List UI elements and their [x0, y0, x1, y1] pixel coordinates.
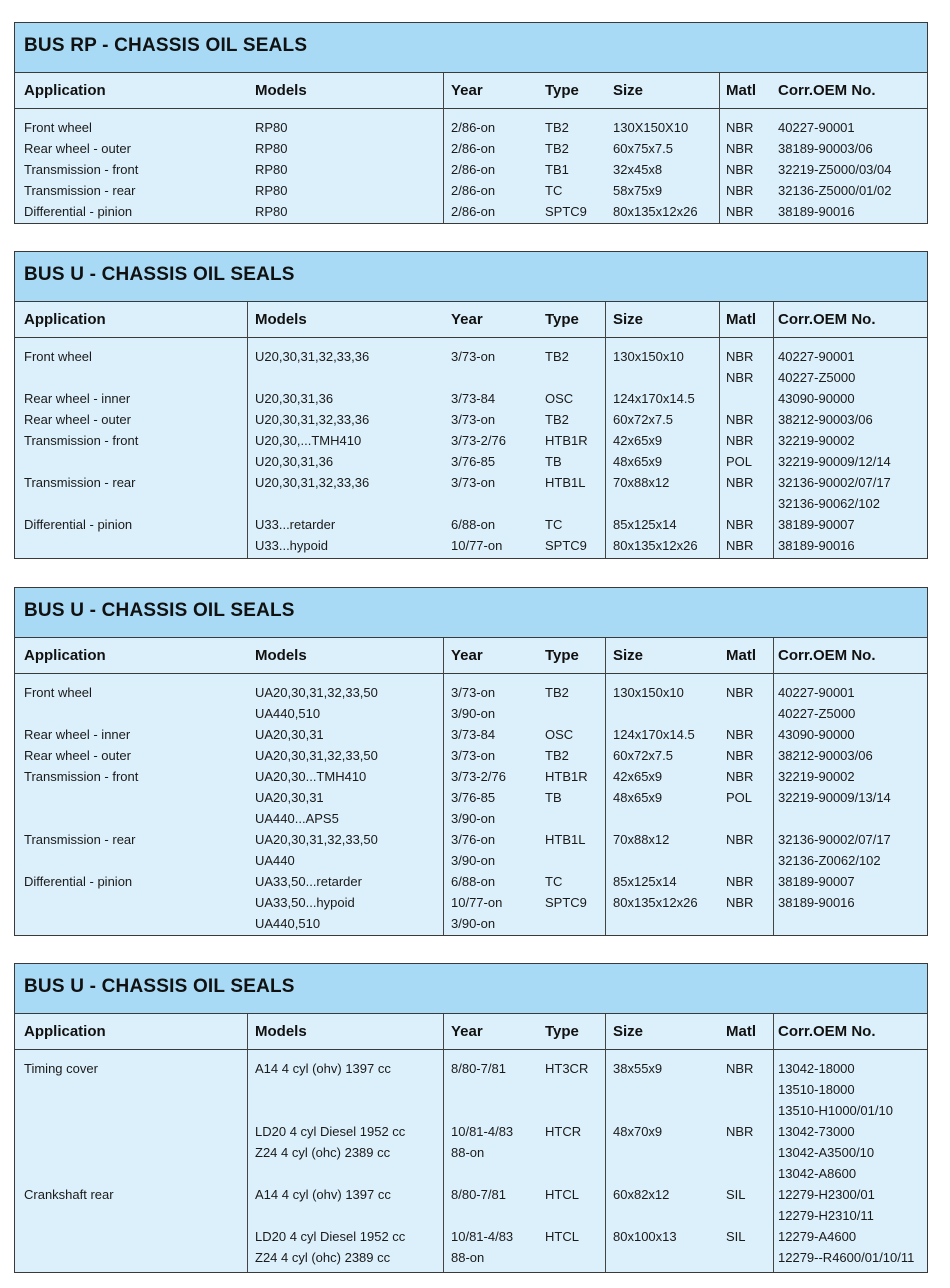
models-cell: LD20 4 cyl Diesel 1952 cc	[255, 1229, 406, 1244]
year-cell: 3/90-on	[451, 706, 496, 721]
matl-cell: NBR	[726, 141, 754, 156]
application-cell: Rear wheel - outer	[24, 412, 131, 427]
table-row	[15, 493, 927, 514]
section-title: BUS U - CHASSIS OIL SEALS	[15, 588, 927, 638]
models-cell: U20,30,...TMH410	[255, 433, 362, 448]
models-cell: A14 4 cyl (ohv) 1397 cc	[255, 1061, 391, 1076]
models-cell: RP80	[255, 120, 288, 135]
models-cell: A14 4 cyl (ohv) 1397 cc	[255, 1187, 391, 1202]
table-row	[15, 117, 927, 138]
oem-cell: 12279-A4600	[778, 1229, 857, 1244]
application-cell: Transmission - rear	[24, 832, 136, 847]
table-row	[15, 724, 927, 745]
column-header-application: Application	[24, 82, 106, 99]
size-cell: 85x125x14	[613, 874, 677, 889]
type-cell: TC	[545, 874, 563, 889]
year-cell: 3/73-on	[451, 475, 496, 490]
table-row	[15, 892, 927, 913]
models-cell: UA33,50...hypoid	[255, 895, 355, 910]
year-cell: 3/73-on	[451, 748, 496, 763]
oem-cell: 32219-90002	[778, 433, 855, 448]
table-row	[15, 346, 927, 367]
table-row	[15, 766, 927, 787]
column-header-size: Size	[613, 647, 644, 664]
table-row	[15, 138, 927, 159]
oem-cell: 13510-18000	[778, 1082, 855, 1097]
table-row	[15, 159, 927, 180]
oem-cell: 12279--R4600/01/10/11	[778, 1250, 915, 1265]
oem-cell: 38189-90016	[778, 895, 855, 910]
year-cell: 3/73-on	[451, 412, 496, 427]
table-row	[15, 1058, 927, 1079]
type-cell: TB	[545, 790, 562, 805]
oem-cell: 43090-90000	[778, 391, 855, 406]
column-header-models: Models	[255, 311, 307, 328]
type-cell: TB1	[545, 162, 569, 177]
models-cell: UA20,30,31,32,33,50	[255, 685, 378, 700]
size-cell: 48x65x9	[613, 790, 663, 805]
column-divider	[443, 73, 444, 223]
application-cell: Transmission - front	[24, 769, 139, 784]
column-header-application: Application	[24, 1023, 106, 1040]
year-cell: 2/86-on	[451, 204, 496, 219]
column-divider	[605, 302, 606, 558]
models-cell: U33...retarder	[255, 517, 336, 532]
section-title: BUS U - CHASSIS OIL SEALS	[15, 252, 927, 302]
type-cell: HTB1R	[545, 433, 588, 448]
table-row	[15, 1100, 927, 1121]
size-cell: 80x135x12x26	[613, 538, 698, 553]
year-cell: 3/76-85	[451, 454, 496, 469]
type-cell: TB	[545, 454, 562, 469]
table-body	[15, 674, 927, 934]
application-cell: Differential - pinion	[24, 517, 133, 532]
oem-cell: 32136-Z0062/102	[778, 853, 881, 868]
type-cell: HT3CR	[545, 1061, 589, 1076]
models-cell: UA20,30,31,32,33,50	[255, 832, 378, 847]
matl-cell: NBR	[726, 769, 754, 784]
seal-table-bus-rp	[14, 22, 928, 224]
oem-cell: 38189-90003/06	[778, 141, 873, 156]
year-cell: 3/76-85	[451, 790, 496, 805]
year-cell: 6/88-on	[451, 517, 496, 532]
size-cell: 48x65x9	[613, 454, 663, 469]
size-cell: 32x45x8	[613, 162, 663, 177]
oem-cell: 38189-90016	[778, 538, 855, 553]
table-row	[15, 808, 927, 829]
column-divider	[773, 638, 774, 935]
table-row	[15, 682, 927, 703]
column-divider	[605, 638, 606, 935]
matl-cell: SIL	[726, 1187, 746, 1202]
table-row	[15, 180, 927, 201]
oem-cell: 40227-Z5000	[778, 370, 856, 385]
oem-cell: 13042-A8600	[778, 1166, 857, 1181]
year-cell: 3/76-on	[451, 832, 496, 847]
year-cell: 3/90-on	[451, 853, 496, 868]
size-cell: 124x170x14.5	[613, 391, 695, 406]
table-row	[15, 451, 927, 472]
oem-cell: 40227-90001	[778, 685, 855, 700]
models-cell: RP80	[255, 162, 288, 177]
table-row	[15, 201, 927, 222]
size-cell: 124x170x14.5	[613, 727, 695, 742]
matl-cell: NBR	[726, 685, 754, 700]
models-cell: U20,30,31,36	[255, 391, 334, 406]
matl-cell: NBR	[726, 204, 754, 219]
type-cell: OSC	[545, 727, 574, 742]
oem-cell: 40227-90001	[778, 120, 855, 135]
matl-cell: NBR	[726, 832, 754, 847]
application-cell: Front wheel	[24, 120, 92, 135]
year-cell: 8/80-7/81	[451, 1187, 506, 1202]
table-row	[15, 388, 927, 409]
matl-cell: NBR	[726, 183, 754, 198]
year-cell: 3/73-84	[451, 727, 496, 742]
table-body	[15, 1050, 927, 1268]
type-cell: SPTC9	[545, 895, 587, 910]
application-cell: Transmission - front	[24, 433, 139, 448]
application-cell: Transmission - rear	[24, 183, 136, 198]
size-cell: 70x88x12	[613, 475, 670, 490]
models-cell: U33...hypoid	[255, 538, 328, 553]
column-header-size: Size	[613, 311, 644, 328]
column-header-type: Type	[545, 647, 579, 664]
size-cell: 48x70x9	[613, 1124, 663, 1139]
application-cell: Rear wheel - outer	[24, 141, 131, 156]
oem-cell: 38189-90007	[778, 517, 855, 532]
year-cell: 8/80-7/81	[451, 1061, 506, 1076]
column-header-application: Application	[24, 647, 106, 664]
year-cell: 88-on	[451, 1145, 485, 1160]
column-header-matl: Matl	[726, 311, 756, 328]
application-cell: Timing cover	[24, 1061, 98, 1076]
models-cell: RP80	[255, 204, 288, 219]
application-cell: Transmission - front	[24, 162, 139, 177]
column-divider	[247, 302, 248, 558]
table-row	[15, 1163, 927, 1184]
models-cell: UA20,30,31,32,33,50	[255, 748, 378, 763]
column-header-oem: Corr.OEM No.	[778, 647, 876, 664]
column-header-matl: Matl	[726, 82, 756, 99]
oem-cell: 13042-73000	[778, 1124, 855, 1139]
models-cell: UA20,30...TMH410	[255, 769, 367, 784]
models-cell: LD20 4 cyl Diesel 1952 cc	[255, 1124, 406, 1139]
table-row	[15, 472, 927, 493]
column-divider	[605, 1014, 606, 1272]
type-cell: OSC	[545, 391, 574, 406]
year-cell: 3/73-on	[451, 685, 496, 700]
type-cell: TB2	[545, 349, 569, 364]
type-cell: HTB1L	[545, 832, 586, 847]
matl-cell: NBR	[726, 538, 754, 553]
size-cell: 42x65x9	[613, 769, 663, 784]
column-header-type: Type	[545, 311, 579, 328]
table-body	[15, 109, 927, 222]
table-body	[15, 338, 927, 556]
table-row	[15, 871, 927, 892]
models-cell: RP80	[255, 141, 288, 156]
table-row	[15, 850, 927, 871]
year-cell: 2/86-on	[451, 120, 496, 135]
section-title: BUS RP - CHASSIS OIL SEALS	[15, 23, 927, 73]
column-header-matl: Matl	[726, 1023, 756, 1040]
size-cell: 80x100x13	[613, 1229, 677, 1244]
models-cell: UA440,510	[255, 916, 321, 931]
column-header-models: Models	[255, 82, 307, 99]
models-cell: U20,30,31,32,33,36	[255, 412, 370, 427]
oem-cell: 38189-90016	[778, 204, 855, 219]
matl-cell: NBR	[726, 162, 754, 177]
oem-cell: 38212-90003/06	[778, 412, 873, 427]
oem-cell: 13042-18000	[778, 1061, 855, 1076]
matl-cell: NBR	[726, 475, 754, 490]
table-row	[15, 1226, 927, 1247]
column-header-row	[15, 638, 927, 674]
table-row	[15, 913, 927, 934]
application-cell: Transmission - rear	[24, 475, 136, 490]
column-header-year: Year	[451, 647, 483, 664]
oem-cell: 32136-90002/07/17	[778, 832, 891, 847]
size-cell: 70x88x12	[613, 832, 670, 847]
matl-cell: NBR	[726, 412, 754, 427]
type-cell: HTCR	[545, 1124, 582, 1139]
year-cell: 10/77-on	[451, 895, 503, 910]
application-cell: Rear wheel - inner	[24, 727, 131, 742]
type-cell: TB2	[545, 141, 569, 156]
table-row	[15, 1121, 927, 1142]
oem-cell: 32219-90002	[778, 769, 855, 784]
models-cell: Z24 4 cyl (ohc) 2389 cc	[255, 1250, 391, 1265]
application-cell: Crankshaft rear	[24, 1187, 114, 1202]
matl-cell: NBR	[726, 874, 754, 889]
matl-cell: NBR	[726, 349, 754, 364]
application-cell: Front wheel	[24, 685, 92, 700]
seal-table-bus-u-1	[14, 251, 928, 559]
models-cell: UA33,50...retarder	[255, 874, 362, 889]
type-cell: HTB1R	[545, 769, 588, 784]
oem-cell: 40227-Z5000	[778, 706, 856, 721]
matl-cell: POL	[726, 454, 753, 469]
seal-table-bus-u-2	[14, 587, 928, 936]
table-row	[15, 829, 927, 850]
size-cell: 130x150x10	[613, 685, 684, 700]
type-cell: TB2	[545, 685, 569, 700]
matl-cell: NBR	[726, 895, 754, 910]
table-row	[15, 703, 927, 724]
column-header-models: Models	[255, 647, 307, 664]
column-header-type: Type	[545, 82, 579, 99]
column-header-size: Size	[613, 1023, 644, 1040]
type-cell: TC	[545, 517, 563, 532]
size-cell: 85x125x14	[613, 517, 677, 532]
column-divider	[773, 1014, 774, 1272]
oem-cell: 32219-90009/13/14	[778, 790, 891, 805]
year-cell: 3/73-84	[451, 391, 496, 406]
models-cell: UA440,510	[255, 706, 321, 721]
type-cell: SPTC9	[545, 204, 587, 219]
year-cell: 2/86-on	[451, 183, 496, 198]
models-cell: UA440	[255, 853, 295, 868]
oem-cell: 32219-90009/12/14	[778, 454, 891, 469]
table-row	[15, 1142, 927, 1163]
size-cell: 80x135x12x26	[613, 204, 698, 219]
size-cell: 60x75x7.5	[613, 141, 673, 156]
column-header-row	[15, 302, 927, 338]
year-cell: 3/73-2/76	[451, 433, 506, 448]
application-cell: Rear wheel - inner	[24, 391, 131, 406]
oem-cell: 38189-90007	[778, 874, 855, 889]
column-header-models: Models	[255, 1023, 307, 1040]
models-cell: UA20,30,31	[255, 727, 324, 742]
oem-cell: 12279-H2310/11	[778, 1208, 874, 1223]
year-cell: 2/86-on	[451, 162, 496, 177]
year-cell: 6/88-on	[451, 874, 496, 889]
table-row	[15, 787, 927, 808]
column-header-type: Type	[545, 1023, 579, 1040]
table-row	[15, 535, 927, 556]
table-row	[15, 1247, 927, 1268]
year-cell: 2/86-on	[451, 141, 496, 156]
matl-cell: SIL	[726, 1229, 746, 1244]
table-row	[15, 1205, 927, 1226]
oem-cell: 38212-90003/06	[778, 748, 873, 763]
column-header-oem: Corr.OEM No.	[778, 82, 876, 99]
column-header-oem: Corr.OEM No.	[778, 1023, 876, 1040]
size-cell: 60x72x7.5	[613, 748, 673, 763]
column-divider	[719, 302, 720, 558]
type-cell: SPTC9	[545, 538, 587, 553]
size-cell: 42x65x9	[613, 433, 663, 448]
matl-cell: NBR	[726, 433, 754, 448]
column-header-row	[15, 73, 927, 109]
table-row	[15, 367, 927, 388]
year-cell: 10/77-on	[451, 538, 503, 553]
column-divider	[247, 1014, 248, 1272]
table-row	[15, 430, 927, 451]
column-divider	[719, 73, 720, 223]
matl-cell: NBR	[726, 727, 754, 742]
matl-cell: NBR	[726, 120, 754, 135]
column-header-oem: Corr.OEM No.	[778, 311, 876, 328]
models-cell: U20,30,31,32,33,36	[255, 475, 370, 490]
application-cell: Differential - pinion	[24, 204, 133, 219]
size-cell: 80x135x12x26	[613, 895, 698, 910]
table-row	[15, 1079, 927, 1100]
oem-cell: 13042-A3500/10	[778, 1145, 875, 1160]
oem-cell: 32136-90002/07/17	[778, 475, 891, 490]
year-cell: 10/81-4/83	[451, 1229, 514, 1244]
type-cell: TB2	[545, 120, 569, 135]
size-cell: 60x72x7.5	[613, 412, 673, 427]
year-cell: 3/90-on	[451, 811, 496, 826]
models-cell: UA20,30,31	[255, 790, 324, 805]
application-cell: Differential - pinion	[24, 874, 133, 889]
section-title: BUS U - CHASSIS OIL SEALS	[15, 964, 927, 1014]
oem-cell: 43090-90000	[778, 727, 855, 742]
type-cell: HTCL	[545, 1187, 579, 1202]
size-cell: 130x150x10	[613, 349, 684, 364]
year-cell: 10/81-4/83	[451, 1124, 514, 1139]
size-cell: 130X150X10	[613, 120, 689, 135]
type-cell: HTB1L	[545, 475, 586, 490]
size-cell: 58x75x9	[613, 183, 663, 198]
column-divider	[443, 638, 444, 935]
matl-cell: NBR	[726, 1124, 754, 1139]
table-row	[15, 745, 927, 766]
size-cell: 60x82x12	[613, 1187, 670, 1202]
column-divider	[443, 1014, 444, 1272]
column-header-size: Size	[613, 82, 644, 99]
oem-cell: 40227-90001	[778, 349, 855, 364]
models-cell: RP80	[255, 183, 288, 198]
column-divider	[773, 302, 774, 558]
models-cell: UA440...APS5	[255, 811, 339, 826]
year-cell: 3/73-2/76	[451, 769, 506, 784]
column-header-row	[15, 1014, 927, 1050]
application-cell: Front wheel	[24, 349, 92, 364]
oem-cell: 32136-90062/102	[778, 496, 880, 511]
models-cell: U20,30,31,32,33,36	[255, 349, 370, 364]
size-cell: 38x55x9	[613, 1061, 663, 1076]
table-row	[15, 409, 927, 430]
oem-cell: 13510-H1000/01/10	[778, 1103, 893, 1118]
table-row	[15, 1184, 927, 1205]
year-cell: 3/73-on	[451, 349, 496, 364]
column-header-matl: Matl	[726, 647, 756, 664]
year-cell: 3/90-on	[451, 916, 496, 931]
application-cell: Rear wheel - outer	[24, 748, 131, 763]
column-header-year: Year	[451, 82, 483, 99]
matl-cell: NBR	[726, 1061, 754, 1076]
column-header-application: Application	[24, 311, 106, 328]
models-cell: U20,30,31,36	[255, 454, 334, 469]
type-cell: TB2	[545, 748, 569, 763]
type-cell: TC	[545, 183, 563, 198]
seal-table-bus-u-3	[14, 963, 928, 1273]
matl-cell: NBR	[726, 370, 754, 385]
matl-cell: NBR	[726, 517, 754, 532]
oem-cell: 32219-Z5000/03/04	[778, 162, 892, 177]
matl-cell: POL	[726, 790, 753, 805]
column-header-year: Year	[451, 1023, 483, 1040]
table-row	[15, 514, 927, 535]
year-cell: 88-on	[451, 1250, 485, 1265]
models-cell: Z24 4 cyl (ohc) 2389 cc	[255, 1145, 391, 1160]
type-cell: HTCL	[545, 1229, 579, 1244]
matl-cell: NBR	[726, 748, 754, 763]
column-header-year: Year	[451, 311, 483, 328]
oem-cell: 32136-Z5000/01/02	[778, 183, 892, 198]
oem-cell: 12279-H2300/01	[778, 1187, 875, 1202]
type-cell: TB2	[545, 412, 569, 427]
